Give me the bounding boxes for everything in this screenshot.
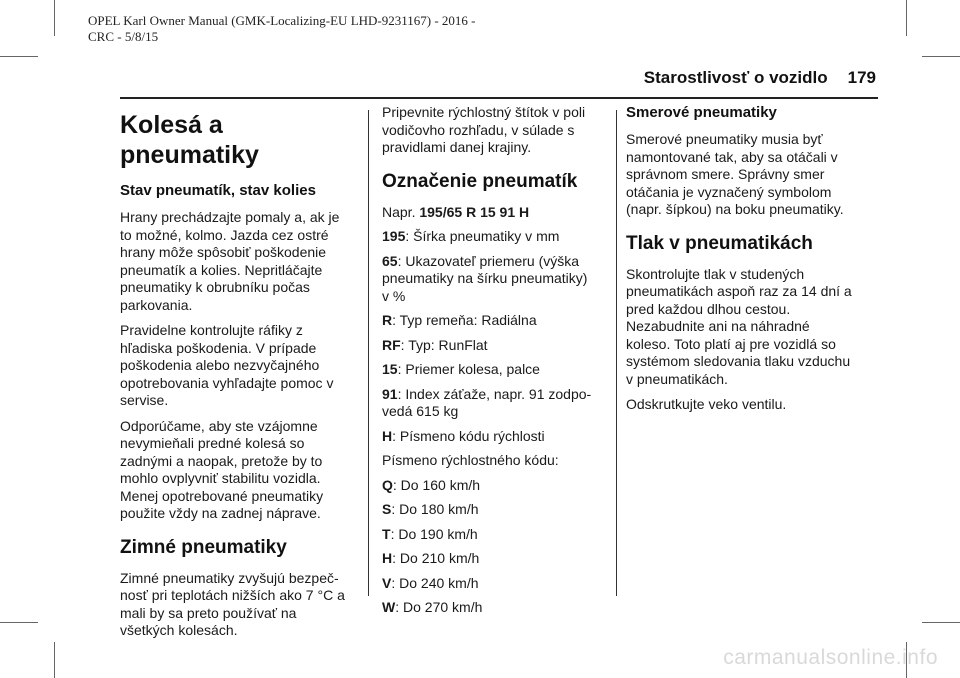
spec-item [382,428,614,446]
running-header [560,68,876,88]
example-code: 195/65 R 15 91 H [419,203,530,220]
heading-smerove: Smerové pneumatiky [626,104,777,121]
speed-text: : Do 160 km/h [392,476,481,493]
header-rule [120,97,878,99]
speed-item [382,477,614,495]
spec-item [382,253,614,306]
crop-mark [0,622,38,623]
speed-code: Q [382,476,393,493]
spec-item [382,337,614,355]
paragraph: Hrany prechádzajte pomaly a, ak je to možné, kolmo. Jazda cez ostré hrany môže spôsobiť poškodenie pneumatík a kolies. Nepritláčajte pneumatiky k obrubníku počas parkovania. [120,209,340,313]
paragraph: Zimné pneumatiky zvyšujú bezpeč- nosť pri teplotách nižších ako 7 °C a mali by sa preto používať na všetkých kolesách. [120,569,345,638]
meta-header-line-1: OPEL Karl Owner Manual (GMK-Localizing-EU LHD-9231167) - 2016 - [88,13,476,28]
column-2 [382,104,614,624]
spec-code: 65 [382,252,398,269]
speed-text: : Do 270 km/h [395,599,483,615]
spec-code: RF [382,336,401,353]
spec-code: 15 [382,361,398,377]
example-label: Napr. [382,203,420,220]
spec-item [382,312,614,330]
column-3 [626,104,878,422]
speed-code: V [382,574,392,591]
speed-text: : Do 190 km/h [390,525,478,542]
speed-text: : Do 180 km/h [391,501,479,517]
spec-code: H [382,427,393,444]
heading-tlak: Tlak v pneumatikách [626,232,813,254]
speed-item [382,550,614,568]
speed-item [382,599,614,617]
speed-text: : Do 240 km/h [391,574,479,591]
speed-item [382,501,614,519]
paragraph: Pravidelne kontrolujte ráfiky z hľadiska poškodenia. V prípade poškodenia alebo nezvyčajného opotrebovania vyhľadajte pomoc v servise. [120,322,334,408]
site-watermark: carmanualsonline.info [723,646,938,669]
column-1 [120,104,358,648]
crop-mark [54,0,55,36]
speed-item [382,526,614,544]
speed-intro: Písmeno rýchlostného kódu: [382,452,559,468]
paragraph: Smerové pneumatiky musia byť namontované tak, aby sa otáčali v správnom smere. Správny smer otáčania je vyznačený symbolom (napr. šípkou) na boku pneumatiky. [626,131,844,217]
meta-header-line-2: CRC - 5/8/15 [88,29,159,44]
example-line [382,204,614,222]
document-meta-header [88,13,476,45]
speed-code: H [382,550,393,566]
spec-item [382,361,614,379]
spec-text: : Písmeno kódu rýchlosti [392,427,545,444]
spec-text: : Priemer kolesa, palce [397,361,540,377]
crop-mark [54,642,55,678]
spec-item [382,228,614,246]
heading-stav: Stav pneumatík, stav kolies [120,182,316,199]
chapter-title: Kolesá a pneumatiky [120,111,259,169]
spec-code: 91 [382,385,398,402]
section-title: Starostlivosť o vozidlo [643,68,828,87]
paragraph: Skontrolujte tlak v studených pneumatikách aspoň raz za 14 dní a pred každou dlhou cestou. Nezabudnite ani na náhradné koleso. Toto platí aj pre vozidlá so systémom sledovania tlaku vzduchu v pneumatikách. [626,265,852,387]
speed-code: S [382,501,392,517]
speed-code: T [382,525,391,542]
spec-text: : Typ: RunFlat [400,336,488,353]
crop-mark [922,622,960,623]
speed-item [382,575,614,593]
crop-mark [0,56,38,57]
speed-text: : Do 210 km/h [392,550,480,566]
spec-code: R [382,312,393,328]
spec-text: : Šírka pneumatiky v mm [405,228,560,244]
paragraph: Odskrutkujte veko ventilu. [626,396,787,412]
column-divider [368,110,369,596]
spec-text: : Typ remeňa: Radiálna [392,312,537,328]
page-number: 179 [847,68,876,87]
crop-mark [922,56,960,57]
heading-oznacenie: Označenie pneumatík [382,170,578,192]
column-divider [616,110,617,596]
speed-code: W [382,599,396,615]
crop-mark [906,0,907,36]
spec-text: : Ukazovateľ priemeru (výška pneumatiky na šírku pneumatiky) v % [382,252,588,304]
paragraph: Pripevnite rýchlostný štítok v poli vodičovho rozhľadu, v súlade s pravidlami danej krajiny. [382,104,586,155]
paragraph: Odporúčame, aby ste vzájomne nevymieňali predné kolesá so zadnými a naopak, pretože by to mohlo ovplyvniť stabilitu vozidla. Menej opotrebované pneumatiky použite vždy na zadnej náprave. [120,417,324,521]
spec-text: : Index záťaže, napr. 91 zodpo- vedá 615 kg [382,385,592,419]
spec-item [382,386,614,421]
spec-code: 195 [382,228,406,244]
heading-zimne: Zimné pneumatiky [120,536,287,558]
